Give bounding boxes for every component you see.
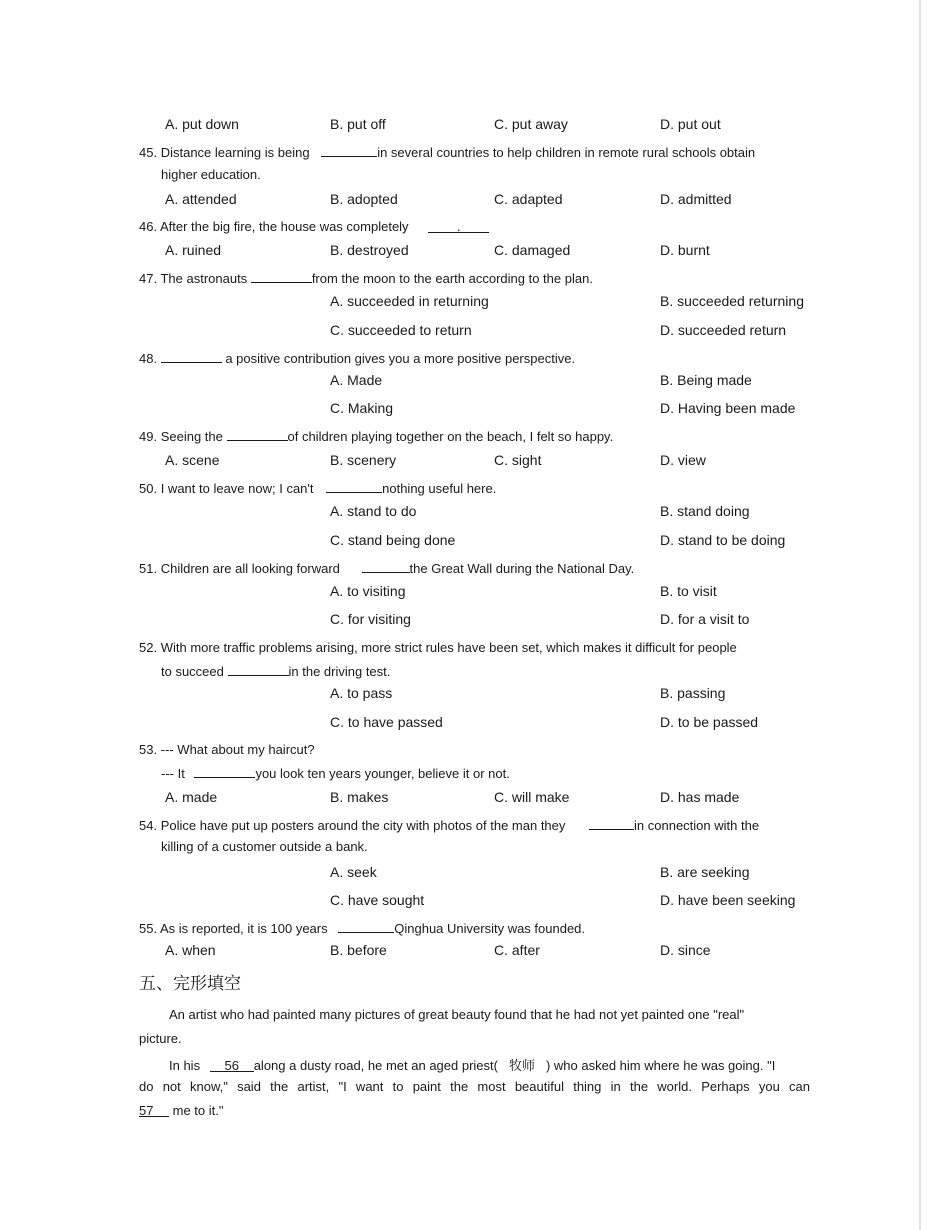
q53-stem: 53. --- What about my haircut? xyxy=(139,742,315,757)
q51-option-d[interactable]: D. for a visit to xyxy=(660,611,750,627)
passage-p1-line2: picture. xyxy=(139,1031,182,1046)
q52-option-b[interactable]: B. passing xyxy=(660,685,726,701)
q50-blank xyxy=(326,480,382,493)
passage-chinese-gloss: 牧师 xyxy=(508,1059,535,1074)
q46-option-c[interactable]: C. damaged xyxy=(494,242,571,258)
q52-stem-line2: to succeed in the driving test. xyxy=(161,664,391,679)
q49-blank xyxy=(227,428,288,441)
q47-blank xyxy=(251,270,312,283)
q45-blank xyxy=(321,144,377,157)
q49-option-c[interactable]: C. sight xyxy=(494,452,542,468)
cloze-blank-57[interactable]: 57 xyxy=(139,1103,169,1117)
passage-p2-line2: do not know," said the artist, "I want to paint the most beautiful thing in the world. Perhaps you can xyxy=(139,1079,810,1094)
q53-option-a[interactable]: A. made xyxy=(165,789,218,805)
q50-option-b[interactable]: B. stand doing xyxy=(660,503,750,519)
q47-number: 47. xyxy=(139,271,158,286)
q52-stem: 52. With more traffic problems arising, more strict rules have been set, which makes it difficult for people xyxy=(139,640,737,655)
q46-option-a[interactable]: A. ruined xyxy=(165,242,222,258)
q55-option-c[interactable]: C. after xyxy=(494,942,540,958)
q47-option-c[interactable]: C. succeeded to return xyxy=(330,322,472,338)
q55-stem: 55. As is reported, it is 100 years Qinghua University was founded. xyxy=(139,921,586,936)
q47-option-d[interactable]: D. succeeded return xyxy=(660,322,787,338)
q44-option-b[interactable]: B. put off xyxy=(330,116,386,132)
q54-option-a[interactable]: A. seek xyxy=(330,864,377,880)
q49-option-a[interactable]: A. scene xyxy=(165,452,220,468)
q46-blank: . xyxy=(428,219,489,233)
q45-option-b[interactable]: B. adopted xyxy=(330,191,398,207)
q50-option-d[interactable]: D. stand to be doing xyxy=(660,532,786,548)
q51-blank xyxy=(362,560,410,573)
q47-option-b[interactable]: B. succeeded returning xyxy=(660,293,804,309)
q54-option-c[interactable]: C. have sought xyxy=(330,892,425,908)
q55-option-d[interactable]: D. since xyxy=(660,942,711,958)
q45-number: 45. xyxy=(139,145,158,160)
q49-option-b[interactable]: B. scenery xyxy=(330,452,397,468)
q51-option-b[interactable]: B. to visit xyxy=(660,583,717,599)
q54-stem-line2: killing of a customer outside a bank. xyxy=(161,839,368,854)
q48-stem: 48. a positive contribution gives you a more positive perspective. xyxy=(139,351,576,366)
q47-option-a[interactable]: A. succeeded in returning xyxy=(330,293,489,309)
q50-stem: 50. I want to leave now; I can't nothing useful here. xyxy=(139,481,497,496)
q49-stem: 49. Seeing the of children playing together on the beach, I felt so happy. xyxy=(139,429,614,444)
passage-p2-line3: 57 me to it." xyxy=(139,1103,224,1118)
q49-number: 49. xyxy=(139,429,158,444)
q50-option-c[interactable]: C. stand being done xyxy=(330,532,456,548)
q48-number: 48. xyxy=(139,351,158,366)
q53-blank xyxy=(194,765,255,778)
q54-number: 54. xyxy=(139,818,158,833)
q52-option-c[interactable]: C. to have passed xyxy=(330,714,443,730)
q45-option-a[interactable]: A. attended xyxy=(165,191,237,207)
q55-option-a[interactable]: A. when xyxy=(165,942,216,958)
q53-option-d[interactable]: D. has made xyxy=(660,789,740,805)
q48-blank xyxy=(161,350,222,363)
q52-option-d[interactable]: D. to be passed xyxy=(660,714,759,730)
q46-option-b[interactable]: B. destroyed xyxy=(330,242,409,258)
section-heading: 五、完形填空 xyxy=(139,974,241,994)
q47-stem: 47. The astronauts from the moon to the earth according to the plan. xyxy=(139,271,593,286)
page-edge xyxy=(919,0,921,1230)
q54-option-b[interactable]: B. are seeking xyxy=(660,864,750,880)
q51-option-c[interactable]: C. for visiting xyxy=(330,611,411,627)
q51-number: 51. xyxy=(139,561,158,576)
q53-number: 53. xyxy=(139,742,158,757)
q54-stem: 54. Police have put up posters around the city with photos of the man they in connection with the xyxy=(139,818,760,833)
q45-option-c[interactable]: C. adapted xyxy=(494,191,563,207)
q49-option-d[interactable]: D. view xyxy=(660,452,706,468)
q50-option-a[interactable]: A. stand to do xyxy=(330,503,417,519)
q53-option-c[interactable]: C. will make xyxy=(494,789,570,805)
q55-blank xyxy=(338,920,394,933)
cloze-blank-56[interactable]: 56 xyxy=(210,1058,254,1072)
q46-option-d[interactable]: D. burnt xyxy=(660,242,710,258)
q44-option-a[interactable]: A. put down xyxy=(165,116,239,132)
q46-stem: 46. After the big fire, the house was completely . xyxy=(139,219,489,234)
passage-p2-line1: In his 56 along a dusty road, he met an aged priest( 牧师 ) who asked him where he was going. "I xyxy=(169,1055,775,1074)
q44-option-d[interactable]: D. put out xyxy=(660,116,721,132)
q44-option-c[interactable]: C. put away xyxy=(494,116,568,132)
q48-option-d[interactable]: D. Having been made xyxy=(660,400,796,416)
q54-option-d[interactable]: D. have been seeking xyxy=(660,892,796,908)
q48-option-c[interactable]: C. Making xyxy=(330,400,394,416)
q51-stem: 51. Children are all looking forward the Great Wall during the National Day. xyxy=(139,561,635,576)
q48-option-b[interactable]: B. Being made xyxy=(660,372,752,388)
q54-blank xyxy=(589,817,634,830)
q52-blank xyxy=(228,663,289,676)
passage-p1-line1: An artist who had painted many pictures of great beauty found that he had not yet painted one "real" xyxy=(169,1007,745,1022)
q53-option-b[interactable]: B. makes xyxy=(330,789,389,805)
q52-number: 52. xyxy=(139,640,158,655)
q46-number: 46. xyxy=(139,219,158,234)
q48-option-a[interactable]: A. Made xyxy=(330,372,383,388)
q55-number: 55. xyxy=(139,921,158,936)
q45-stem-line2: higher education. xyxy=(161,167,261,182)
q45-option-d[interactable]: D. admitted xyxy=(660,191,732,207)
q51-option-a[interactable]: A. to visiting xyxy=(330,583,406,599)
q53-stem-line2: --- It you look ten years younger, believe it or not. xyxy=(161,766,510,781)
q52-option-a[interactable]: A. to pass xyxy=(330,685,393,701)
q45-stem: 45. Distance learning is being in several countries to help children in remote rural schools obtain xyxy=(139,145,756,160)
q55-option-b[interactable]: B. before xyxy=(330,942,387,958)
q50-number: 50. xyxy=(139,481,158,496)
